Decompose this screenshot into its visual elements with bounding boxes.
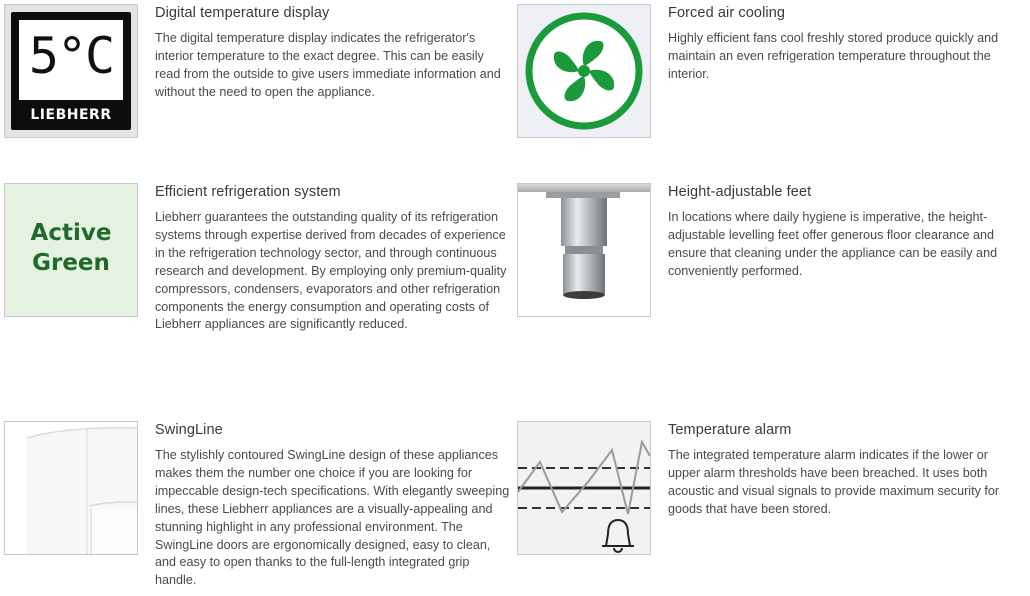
active-green-line1: Active — [30, 220, 112, 246]
display-screen — [19, 20, 123, 100]
temperature-display-image — [4, 4, 138, 138]
feature-text — [668, 4, 1023, 84]
alarm-bell-icon — [518, 422, 650, 554]
feature-title: Efficient refrigeration system — [155, 184, 341, 200]
feature-text — [155, 4, 510, 102]
active-green-line2: Green — [32, 250, 110, 276]
fan-icon — [518, 5, 650, 137]
temperature-readout: 5°C — [28, 27, 114, 85]
adjustable-foot-icon — [518, 184, 650, 316]
feature-title: Temperature alarm — [668, 422, 792, 438]
feature-description: The stylishly contoured SwingLine design of these appliances makes them the number one choice if you are looking for impeccable design-tech specifications. With elegantly sweeping lines, these Liebherr appliances are a visually-appealing and stunning highlight in any professional environment. The SwingLine doors are ergonomically designed, easy to clean, and easy to open thanks to the full-length integrated grip handle. — [155, 448, 510, 588]
swingline-door-icon — [5, 422, 137, 554]
active-green-logo — [4, 183, 138, 317]
forced-air-cooling-image — [517, 4, 651, 138]
display-panel — [11, 12, 131, 130]
feature-description: Liebherr guarantees the outstanding quality of its refrigeration systems through expertise derived from decades of experience in the refrigeration technology sector, and through continuous research and development. By employing only premium-quality compressors, condensers, evaporators and other refrigeration components the energy consumption and operating costs of Liebherr appliances are significantly reduced. — [155, 210, 507, 332]
feature-title: SwingLine — [155, 422, 223, 438]
feature-text — [668, 421, 1023, 519]
feature-title: Forced air cooling — [668, 5, 786, 21]
feature-description: Highly efficient fans cool freshly stored produce quickly and maintain an even refrigeration temperature throughout the interior. — [668, 31, 999, 81]
feature-text — [155, 183, 510, 334]
feature-title: Digital temperature display — [155, 5, 330, 21]
feature-text — [668, 183, 1023, 281]
brand-logo: LIEBHERR — [30, 107, 112, 123]
swingline-image — [4, 421, 138, 555]
feature-description: The integrated temperature alarm indicates if the lower or upper alarm thresholds have been breached. It uses both acoustic and visual signals to provide maximum security for goods that have been stored. — [668, 448, 1000, 516]
feature-description: The digital temperature display indicates the refrigerator's interior temperature to the exact degree. This can be easily read from the outside to give users immediate information and without the need to open the appliance. — [155, 31, 501, 99]
feature-text — [155, 421, 510, 590]
adjustable-foot-image — [517, 183, 651, 317]
temperature-alarm-image — [517, 421, 651, 555]
feature-description: In locations where daily hygiene is imperative, the height-adjustable levelling feet offer generous floor clearance and ensure that cleaning under the appliance can be easily and conveniently performed. — [668, 210, 998, 278]
feature-title: Height-adjustable feet — [668, 184, 812, 200]
